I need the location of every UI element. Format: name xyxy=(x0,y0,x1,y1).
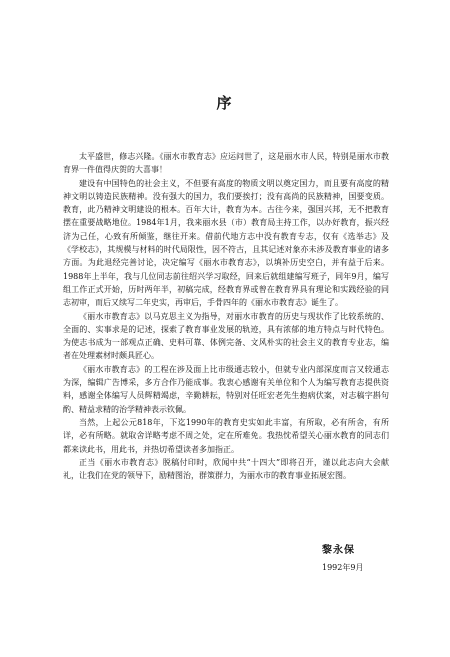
preface-body xyxy=(63,150,389,482)
paragraph: 《丽水市教育志》以马克思主义为指导，对丽水市教育的历史与现状作了比较系统的、全面的、实事求是的记述，探索了教育事业发展的轨迹，具有浓郁的地方特点与时代特色。为使志书成为一部观点正确、史料可靠、体例完备、文风朴实的社会主义的教育专业志，编者在处理素材时颇具匠心。 xyxy=(63,311,389,361)
date-line: 1992年9月 xyxy=(322,563,364,572)
page-title: 序 xyxy=(216,94,234,112)
paragraph: 正当《丽水市教育志》脱稿付印时，欣闻中共“十四大”即将召开，谨以此志向大会献礼，让我们在党的领导下，励精图治，群策群力，为丽水市的教育事业拓展宏图。 xyxy=(63,457,389,481)
author-signature: 黎永保 xyxy=(322,545,355,556)
paragraph: 建设有中国特色的社会主义，不但要有高度的物质文明以奠定国力，而且要有高度的精神文明以铸造民族精神。没有强大的国力，我们要挨打；没有高尚的民族精神，国要变质。教育，此乃精神文明建设的根本。百年大计，教育为本。古往今来，强国兴邦，无不把教育摆在重要战略地位。1984年1月，我来丽水县（市）教育局主持工作，以办好教育，振兴经济为己任，心致有所倾鉴，继往开来。借前代地方志中没有教育专志，仅有《选举志》及《学校志》，其规模与材料的时代局限性，因不符古，且其记述对象亦未涉及教育事业的诸多方面。为此退经完善讨论，决定编写《丽水市教育志》，以填补历史空白，并有益于后来。1988年上半年，我与几位同志前往绍兴学习取经，回来后就组建编写班子，同年9月，编写组工作正式开始，历时两年半，初稿完成，经教育界或曾在教育界具有理论和实践经验的同志初审，而后又续写二年史实，再审后，手骨四年的《丽水市教育志》诞生了。 xyxy=(63,178,389,308)
paragraph: 《丽水市教育志》的工程在涉及面上比市级通志较小，但就专业内部深度而言又较通志为深，编辑广告博采，多方合作乃能成事。我衷心感谢有关单位和个人为编写教育志提供资料，感谢全体编写人员辉精竭虑，辛勤耕耘，特别对任旺宏老先生抱病伏案，对志稿字斟句酌、精益求精的治学精神表示钦佩。 xyxy=(63,364,389,414)
paragraph: 太平盛世，修志兴隆。《丽水市教育志》应运问世了，这是丽水市人民，特别是丽水市教育界一件值得庆贺的大喜事！ xyxy=(63,152,389,175)
paragraph: 当然，上起公元818年，下迄1990年的教育史实如此丰富，有所取，必有所舍，有所详，必有所略。就取舍详略考虑不周之处，定在所难免。我热忱希望关心丽水教育的同志们都来读此书，用此书，并热切希望读者多加指正。 xyxy=(63,417,389,454)
